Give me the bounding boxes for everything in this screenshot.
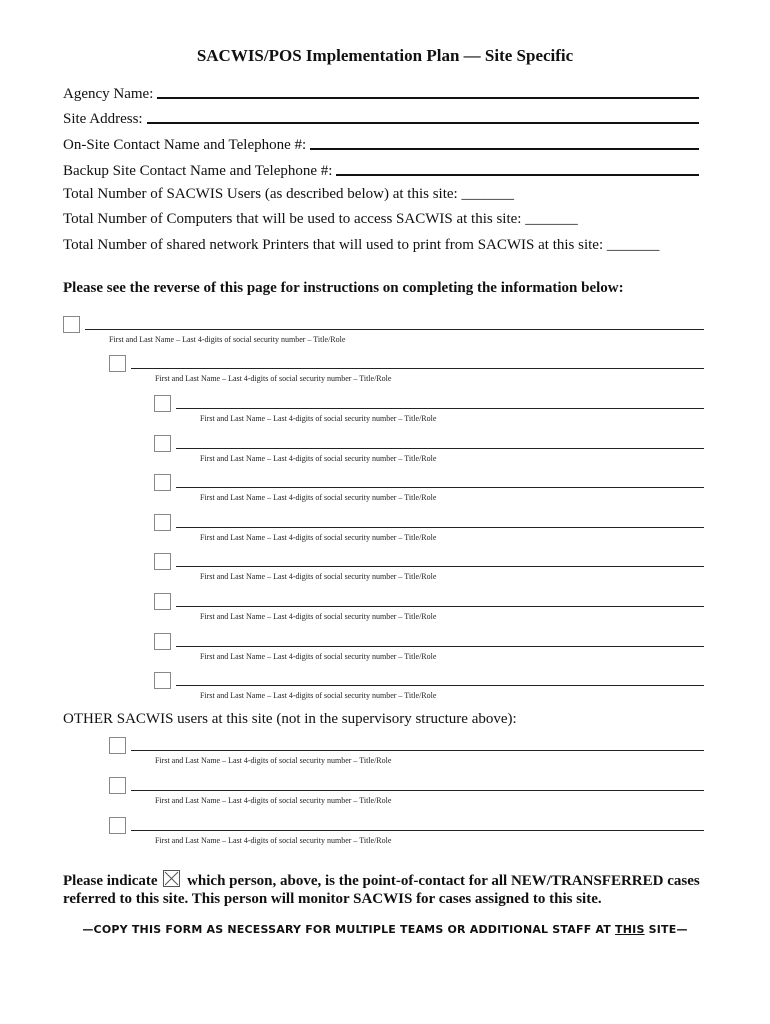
entry-checkbox[interactable]: [154, 553, 171, 570]
entry-caption: First and Last Name – Last 4-digits of social security number – Title/Role: [200, 454, 437, 463]
entry-caption: First and Last Name – Last 4-digits of social security number – Title/Role: [155, 836, 392, 845]
x-checkbox-icon: [163, 870, 180, 887]
entry-level-3: [154, 633, 704, 669]
entry-level-3: [154, 672, 704, 708]
poc-text-after: which person, above, is the point-of-contact for all NEW/TRANSFERRED cases referred to this site. This person will monitor SACWIS for cases assigned to this site.: [63, 873, 700, 907]
site-address-line[interactable]: [147, 122, 699, 124]
entry-caption: First and Last Name – Last 4-digits of social security number – Title/Role: [155, 756, 392, 765]
site-address-field[interactable]: [63, 106, 699, 128]
entry-level-2: [109, 355, 704, 391]
agency-name-field[interactable]: [63, 81, 699, 103]
entry-name-line[interactable]: [176, 685, 704, 686]
entry-level-3: [154, 593, 704, 629]
point-of-contact-note: [63, 870, 713, 908]
poc-text-before: Please indicate: [63, 873, 158, 889]
site-address-label: Site Address:: [63, 111, 143, 127]
entry-name-line[interactable]: [131, 368, 704, 369]
instructions-text: Please see the reverse of this page for instructions on completing the information below:: [63, 280, 624, 296]
entry-name-line[interactable]: [85, 329, 704, 330]
copy-form-footer: [0, 923, 770, 936]
footer-prefix: —COPY THIS FORM AS NECESSARY FOR MULTIPLE TEAMS OR ADDITIONAL STAFF AT: [82, 923, 616, 936]
users-count-line[interactable]: Total Number of SACWIS Users (as described below) at this site: _______: [63, 186, 514, 202]
entry-level-3: [154, 474, 704, 510]
page-title: SACWIS/POS Implementation Plan — Site Specific: [196, 46, 574, 65]
entry-caption: First and Last Name – Last 4-digits of social security number – Title/Role: [200, 691, 437, 700]
entry-caption: First and Last Name – Last 4-digits of social security number – Title/Role: [155, 374, 392, 383]
entry-level-3: [154, 553, 704, 589]
onsite-contact-field[interactable]: [63, 132, 699, 154]
entry-checkbox[interactable]: [109, 777, 126, 794]
entry-caption: First and Last Name – Last 4-digits of social security number – Title/Role: [200, 612, 437, 621]
entry-checkbox[interactable]: [154, 633, 171, 650]
other-entry: [109, 817, 704, 853]
other-entry: [109, 777, 704, 813]
entry-name-line[interactable]: [131, 830, 704, 831]
entry-name-line[interactable]: [176, 566, 704, 567]
entry-name-line[interactable]: [176, 487, 704, 488]
backup-contact-field[interactable]: [63, 158, 699, 180]
footer-suffix: SITE—: [644, 923, 688, 936]
onsite-contact-line[interactable]: [310, 148, 699, 150]
entry-name-line[interactable]: [131, 790, 704, 791]
entry-level-3: [154, 395, 704, 431]
entry-checkbox[interactable]: [63, 316, 80, 333]
entry-checkbox[interactable]: [109, 817, 126, 834]
agency-name-line[interactable]: [157, 97, 699, 99]
agency-name-label: Agency Name:: [63, 86, 154, 102]
printers-count-line[interactable]: Total Number of shared network Printers that will used to print from SACWIS at this site: _______: [63, 237, 660, 253]
entry-checkbox[interactable]: [109, 737, 126, 754]
entry-level-1: [63, 316, 704, 352]
entry-level-3: [154, 435, 704, 471]
entry-caption: First and Last Name – Last 4-digits of social security number – Title/Role: [200, 493, 437, 502]
entry-checkbox[interactable]: [109, 355, 126, 372]
entry-name-line[interactable]: [176, 527, 704, 528]
footer-emphasis: THIS: [615, 923, 645, 936]
entry-checkbox[interactable]: [154, 435, 171, 452]
computers-count-line[interactable]: Total Number of Computers that will be used to access SACWIS at this site: _______: [63, 211, 578, 227]
entry-name-line[interactable]: [176, 408, 704, 409]
entry-checkbox[interactable]: [154, 514, 171, 531]
entry-level-3: [154, 514, 704, 550]
entry-checkbox[interactable]: [154, 474, 171, 491]
entry-caption: First and Last Name – Last 4-digits of social security number – Title/Role: [200, 533, 437, 542]
onsite-contact-label: On-Site Contact Name and Telephone #:: [63, 137, 307, 153]
entry-name-line[interactable]: [176, 646, 704, 647]
entry-caption: First and Last Name – Last 4-digits of social security number – Title/Role: [109, 335, 346, 344]
backup-contact-label: Backup Site Contact Name and Telephone #:: [63, 163, 333, 179]
other-entry: [109, 737, 704, 773]
entry-name-line[interactable]: [131, 750, 704, 751]
entry-caption: First and Last Name – Last 4-digits of social security number – Title/Role: [200, 652, 437, 661]
entry-name-line[interactable]: [176, 448, 704, 449]
other-users-heading: OTHER SACWIS users at this site (not in the supervisory structure above):: [63, 711, 517, 727]
entry-caption: First and Last Name – Last 4-digits of social security number – Title/Role: [200, 414, 437, 423]
entry-checkbox[interactable]: [154, 395, 171, 412]
entry-caption: First and Last Name – Last 4-digits of social security number – Title/Role: [200, 572, 437, 581]
entry-name-line[interactable]: [176, 606, 704, 607]
backup-contact-line[interactable]: [336, 174, 699, 176]
entry-caption: First and Last Name – Last 4-digits of social security number – Title/Role: [155, 796, 392, 805]
entry-checkbox[interactable]: [154, 593, 171, 610]
entry-checkbox[interactable]: [154, 672, 171, 689]
